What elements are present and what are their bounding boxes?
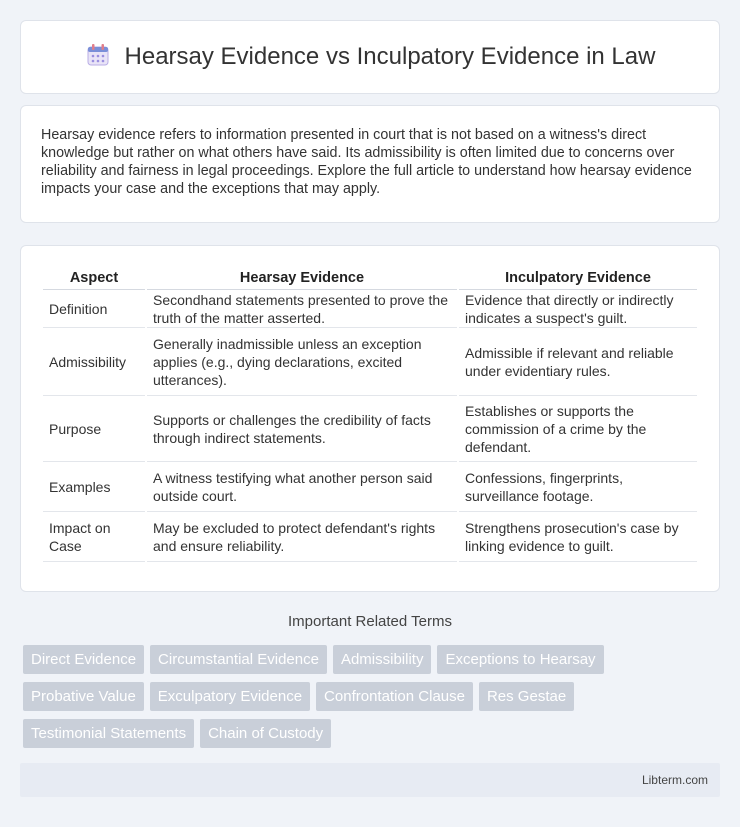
row-hearsay: Secondhand statements presented to prove the truth of the matter asserted.: [147, 290, 457, 328]
comparison-table-card: [20, 245, 720, 592]
tag-exceptions-to-hearsay[interactable]: Exceptions to Hearsay: [437, 645, 603, 674]
page-title: Hearsay Evidence vs Inculpatory Evidence in Law: [124, 43, 656, 70]
table-row: [43, 328, 697, 396]
related-terms-title: Important Related Terms: [288, 613, 452, 630]
tag-exculpatory-evidence[interactable]: Exculpatory Evidence: [150, 682, 310, 711]
comparison-table: [41, 266, 699, 562]
title-wrap: [85, 42, 656, 73]
row-inculpatory: Evidence that directly or indirectly indicates a suspect's guilt.: [459, 290, 697, 328]
row-aspect: Purpose: [43, 396, 145, 462]
footer-brand[interactable]: Libterm.com: [641, 773, 708, 787]
table-header-row: [43, 266, 697, 290]
row-hearsay: Supports or challenges the credibility of facts through indirect statements.: [147, 396, 457, 462]
intro-card: [20, 105, 720, 223]
table-row: [43, 396, 697, 462]
table-row: [43, 290, 697, 328]
tag-res-gestae[interactable]: Res Gestae: [479, 682, 574, 711]
header-aspect: Aspect: [43, 266, 145, 290]
table-row: [43, 512, 697, 562]
related-terms-tags: [23, 645, 723, 748]
row-aspect: Examples: [43, 462, 145, 512]
header-card: [20, 20, 720, 94]
row-hearsay: May be excluded to protect defendant's rights and ensure reliability.: [147, 512, 457, 562]
row-hearsay: Generally inadmissible unless an exception applies (e.g., dying declarations, excited utterances).: [147, 328, 457, 396]
row-aspect: Admissibility: [43, 328, 145, 396]
tag-testimonial-statements[interactable]: Testimonial Statements: [23, 719, 194, 748]
calendar-icon: [85, 42, 111, 73]
row-inculpatory: Admissible if relevant and reliable under evidentiary rules.: [459, 328, 697, 396]
intro-text: Hearsay evidence refers to information presented in court that is not based on a witness's direct knowledge but rather on what others have said. Its admissibility is often limited due to concerns over reliability and fairness in legal proceedings. Explore the full article to understand how hearsay evidence impacts your case and the exceptions that may apply.: [41, 127, 692, 197]
tag-direct-evidence[interactable]: Direct Evidence: [23, 645, 144, 674]
row-aspect: Definition: [43, 290, 145, 328]
row-inculpatory: Strengthens prosecution's case by linking evidence to guilt.: [459, 512, 697, 562]
row-inculpatory: Establishes or supports the commission of a crime by the defendant.: [459, 396, 697, 462]
header-hearsay: Hearsay Evidence: [147, 266, 457, 290]
tag-admissibility[interactable]: Admissibility: [333, 645, 432, 674]
footer: [20, 763, 720, 797]
header-inculpatory: Inculpatory Evidence: [459, 266, 697, 290]
tag-confrontation-clause[interactable]: Confrontation Clause: [316, 682, 473, 711]
row-hearsay: A witness testifying what another person said outside court.: [147, 462, 457, 512]
tag-circumstantial-evidence[interactable]: Circumstantial Evidence: [150, 645, 327, 674]
tag-probative-value[interactable]: Probative Value: [23, 682, 144, 711]
tag-chain-of-custody[interactable]: Chain of Custody: [200, 719, 331, 748]
row-inculpatory: Confessions, fingerprints, surveillance footage.: [459, 462, 697, 512]
row-aspect: Impact on Case: [43, 512, 145, 562]
table-row: [43, 462, 697, 512]
